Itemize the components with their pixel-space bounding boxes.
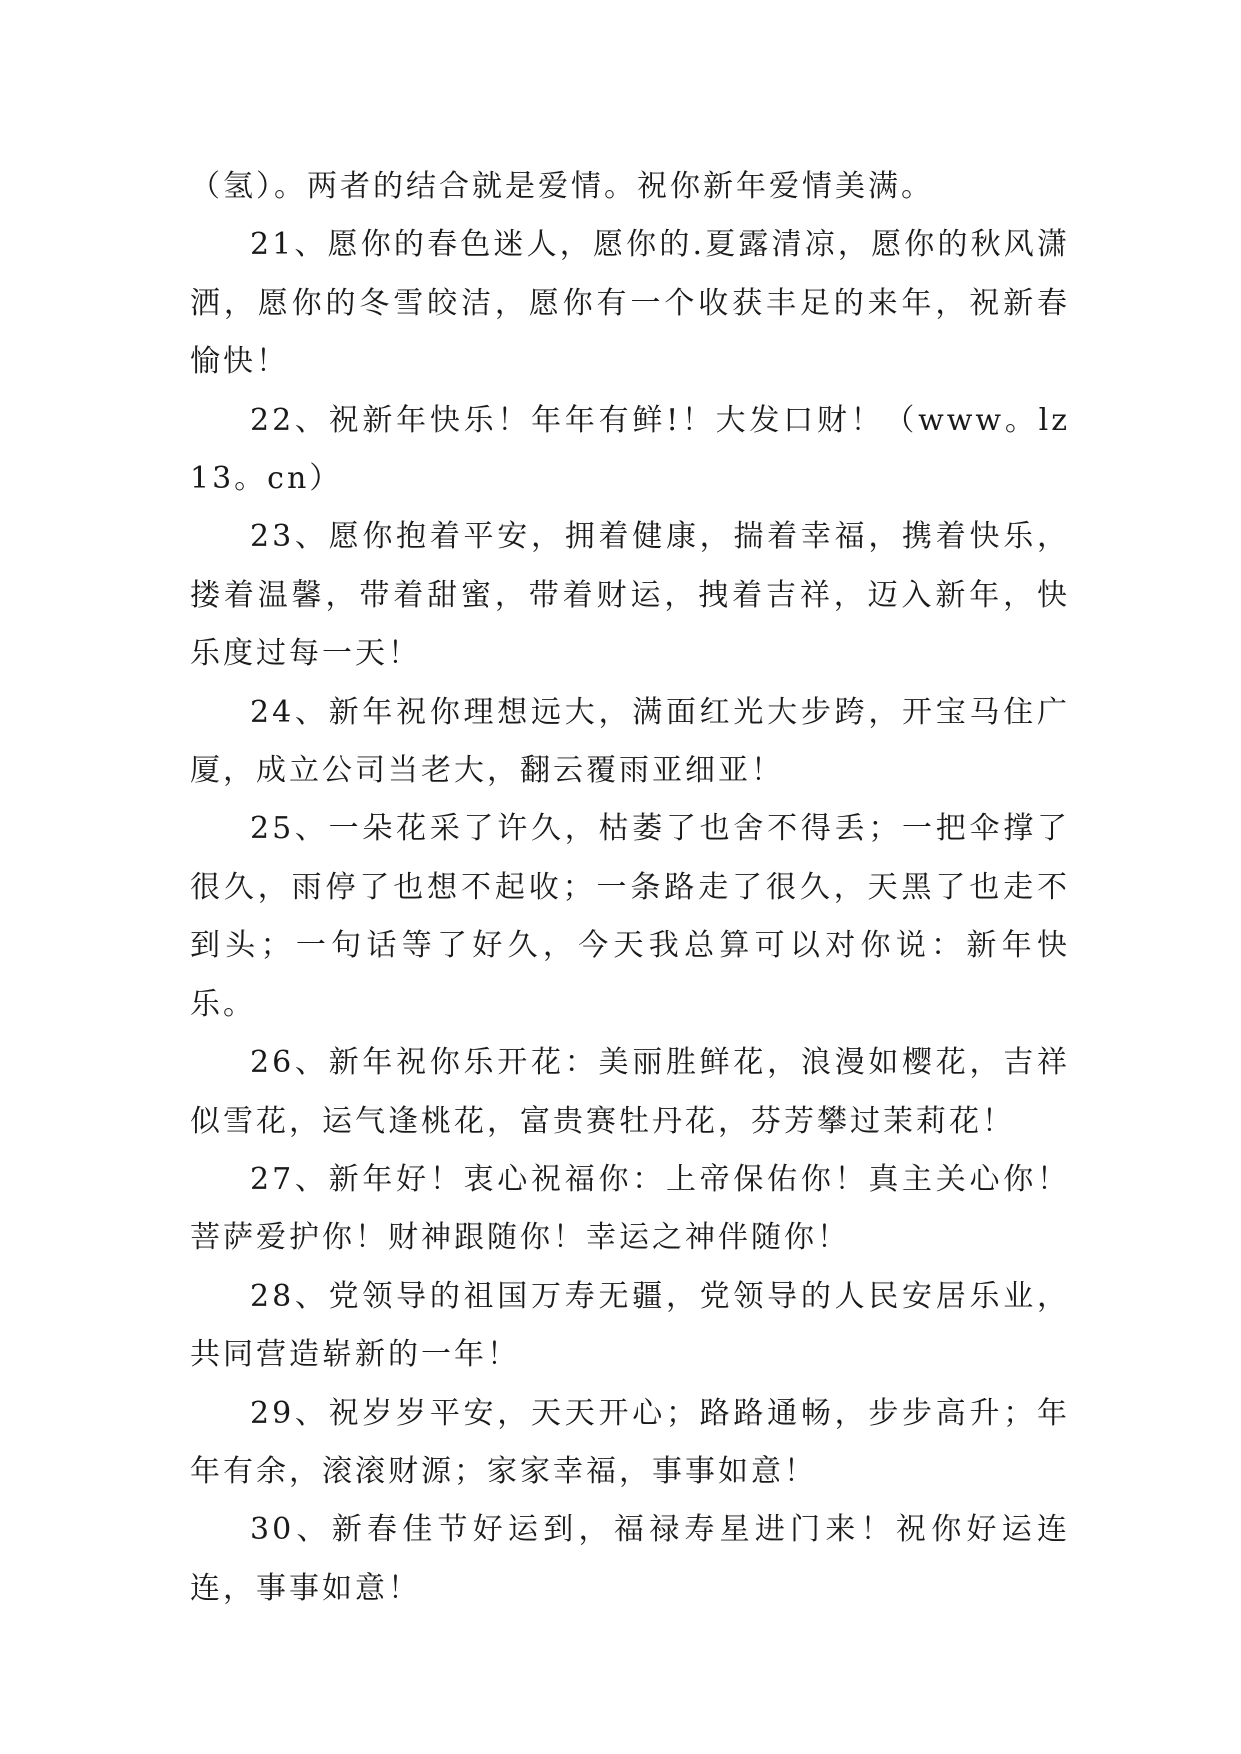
paragraph-item-29: 29、祝岁岁平安，天天开心；路路通畅，步步高升；年年有余，滚滚财源；家家幸福，事事如意！: [190, 1395, 1070, 1489]
paragraph-continuation: （氢）。两者的结合就是爱情。祝你新年爱情美满。: [190, 169, 934, 204]
paragraph-item-21: 21、愿你的春色迷人，愿你的.夏露清凉，愿你的秋风潇洒，愿你的冬雪皎洁，愿你有一个收获丰足的来年，祝新春愉快！: [190, 227, 1070, 380]
paragraph-item-24: 24、新年祝你理想远大，满面红光大步跨，开宝马住广厦，成立公司当老大，翻云覆雨亚细亚！: [190, 694, 1070, 789]
paragraph-item-30: 30、新春佳节好运到，福禄寿星进门来！祝你好运连连，事事如意！: [190, 1512, 1070, 1606]
paragraph-item-23: 23、愿你抱着平安，拥着健康，揣着幸福，携着快乐，搂着温馨，带着甜蜜，带着财运，拽着吉祥，迈入新年，快乐度过每一天！: [190, 519, 1070, 672]
paragraph-item-28: 28、党领导的祖国万寿无疆，党领导的人民安居乐业，共同营造崭新的一年！: [190, 1278, 1070, 1373]
document-body: [190, 158, 1070, 1618]
paragraph-item-26: 26、新年祝你乐开花：美丽胜鲜花，浪漫如樱花，吉祥似雪花，运气逢桃花，富贵赛牡丹花，芬芳攀过茉莉花！: [190, 1045, 1070, 1139]
paragraph-item-22: 22、祝新年快乐！年年有鲜!！大发口财！（www。lz13。cn）: [190, 402, 1070, 497]
paragraph-item-25: 25、一朵花采了许久，枯萎了也舍不得丢；一把伞撑了很久，雨停了也想不起收；一条路走了很久，天黑了也走不到头；一句话等了好久，今天我总算可以对你说：新年快乐。: [190, 811, 1070, 1022]
paragraph-item-27: 27、新年好！衷心祝福你：上帝保佑你！真主关心你！菩萨爱护你！财神跟随你！幸运之神伴随你！: [190, 1161, 1070, 1256]
